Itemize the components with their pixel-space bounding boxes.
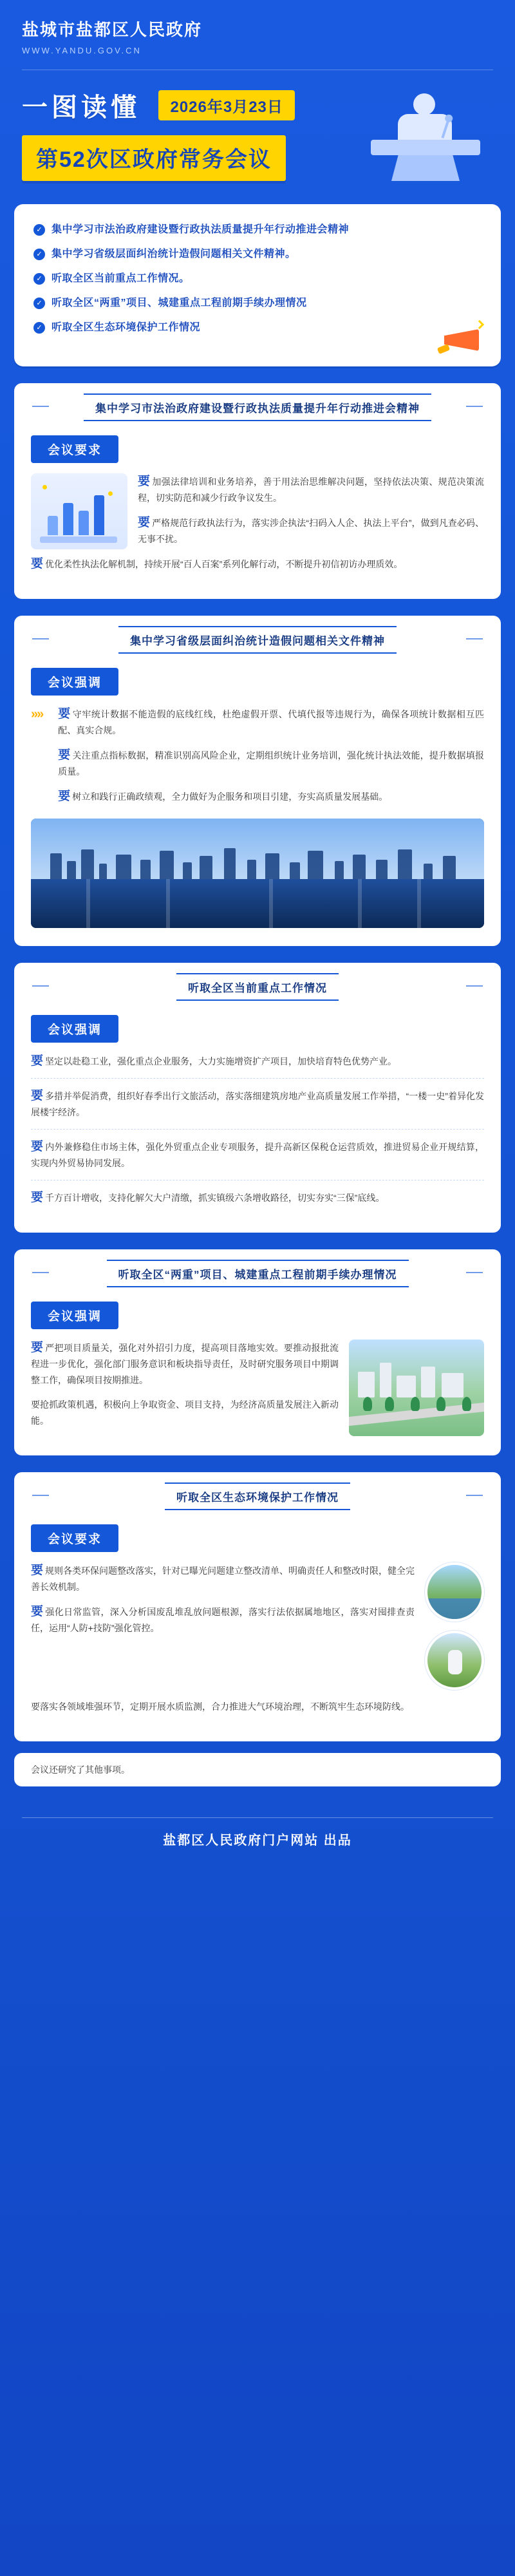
yao-marker: 要 [58, 707, 71, 721]
paragraph: 要 守牢统计数据不能造假的底线红线，杜绝虚假开票、代填代报等违规行为，确保各项统计数据相互匹配、真实合规。 [58, 707, 484, 735]
megaphone-icon [435, 320, 483, 355]
section-title: 集中学习市法治政府建设暨行政执法质量提升年行动推进会精神 [84, 393, 431, 421]
section-title-plaque [14, 383, 501, 428]
city-night-photo [31, 819, 484, 928]
section-title-plaque [14, 1249, 501, 1294]
section-title: 集中学习省级层面纠治统计造假问题相关文件精神 [118, 626, 397, 654]
footer-divider [22, 1817, 493, 1818]
summary-item-label: 集中学习省级层面纠治统计造假问题相关文件精神。 [52, 249, 296, 260]
section-tag: 会议强调 [31, 1015, 118, 1043]
summary-item-label: 听取全区生态环境保护工作情况 [52, 322, 201, 333]
section-body-4 [14, 1294, 501, 1455]
yao-marker: 要 [31, 557, 44, 571]
section-title-plaque [14, 963, 501, 1007]
paragraph: 要落实各领域堆强环节，定期开展水质监测，合力推进大气环境治理，不断筑牢生态环境防线。 [31, 1701, 409, 1712]
paragraph: 要 规则各类环保问题整改落实，针对已曝光问题建立整改清单、明确责任人和整改时限，健全完善长效机制。 [31, 1564, 415, 1592]
paragraph: 要 树立和践行正确政绩观，全力做好为企服务和项目引建，夯实高质量发展基础。 [58, 790, 388, 803]
plaque-dash-right [466, 1495, 483, 1496]
hero-banner [0, 70, 515, 193]
plaque-dash-left [32, 985, 49, 987]
triple-arrow-icon: »» [31, 707, 43, 721]
section-body-2 [14, 660, 501, 946]
paragraph: 要 强化日常监管，深入分析国废乱堆乱放问题根源，落实行法依据属地地区，落实对囤排查责任，运用“人防+技防”强化管控。 [31, 1605, 415, 1633]
yao-marker: 要 [31, 1341, 44, 1354]
summary-item-label: 听取全区当前重点工作情况。 [52, 273, 190, 284]
summary-item-label: 听取全区“两重”项目、城建重点工程前期手续办理情况 [52, 298, 307, 308]
eco-photo-group [425, 1562, 484, 1699]
paragraph: 要抢抓政策机遇，积极向上争取资金、项目支持，为经济高质量发展注入新动能。 [31, 1399, 339, 1426]
divider [31, 1078, 484, 1079]
plaque-dash-right [466, 406, 483, 407]
yao-marker: 要 [58, 790, 71, 803]
summary-card [14, 204, 501, 366]
section-title-plaque [14, 1472, 501, 1517]
section-title: 听取全区生态环境保护工作情况 [165, 1482, 350, 1510]
footer-text: 盐都区人民政府门户网站 出品 [163, 1833, 352, 1848]
check-circle-icon: ✓ [33, 322, 45, 334]
summary-item-label: 集中学习市法治政府建设暨行政执法质量提升年行动推进会精神 [52, 224, 350, 235]
closing-note: 会议还研究了其他事项。 [14, 1753, 501, 1786]
paragraph: 要 内外兼修稳住市场主体，强化外贸重点企业专项服务，提升高新区保税仓运营质效，推进贸易企业开规结算，实现内外贸易协同发展。 [31, 1140, 484, 1168]
gov-title: 盐城市盐都区人民政府 [22, 20, 203, 39]
yao-marker: 要 [138, 475, 151, 488]
hero-tu-label: 一图读懂 [22, 93, 140, 122]
poster-footer [0, 1806, 515, 1865]
check-circle-icon: ✓ [33, 224, 45, 236]
hero-date-badge: 2026年3月23日 [158, 90, 294, 120]
paragraph: 要 千方百计增收，支持化解欠大户清缴，抓实镇级六条增收路径，切实夯实“三保”底线。 [31, 1191, 385, 1204]
yao-marker: 要 [31, 1140, 44, 1153]
section-title: 听取全区当前重点工作情况 [176, 973, 339, 1001]
bar-chart-illustration [31, 473, 127, 549]
green-city-photo [349, 1340, 484, 1436]
section-body-3 [14, 1007, 501, 1233]
plaque-dash-left [32, 1272, 49, 1273]
yao-marker: 要 [31, 1089, 44, 1103]
plaque-dash-left [32, 638, 49, 639]
section-title: 听取全区“两重”项目、城建重点工程前期手续办理情况 [107, 1260, 409, 1287]
section-tag: 会议强调 [31, 668, 118, 696]
section-title-plaque [14, 616, 501, 660]
park-circle-photo [425, 1631, 484, 1690]
paragraph: 要 严格规范行政执法行为，落实涉企执法“扫码入人企、执法上平台”，做到凡查必码、无事不扰。 [138, 516, 484, 544]
yao-marker: 要 [31, 1564, 44, 1577]
plaque-dash-right [466, 638, 483, 639]
section-body-5 [14, 1517, 501, 1741]
yao-marker: 要 [138, 516, 151, 529]
paragraph: 要 多措并举促消费，组织好春季出行文旅活动，落实落细建筑房地产业高质量发展工作举措，“一楼一史”着异化发展楼宇经济。 [31, 1089, 484, 1117]
paragraph: 要 优化柔性执法化解机制，持续开展“百人百案”系列化解行动，不断提升初信初访办理质效。 [31, 557, 403, 571]
list-item [33, 222, 482, 238]
wetland-circle-photo [425, 1562, 484, 1622]
list-item [33, 320, 482, 336]
gov-url: WWW.YANDU.GOV.CN [22, 46, 142, 55]
section-tag: 会议要求 [31, 1524, 118, 1552]
hero-main-title: 第52次区政府常务会议 [22, 135, 286, 181]
list-item [33, 247, 482, 262]
yao-marker: 要 [31, 1605, 44, 1618]
paragraph: 要 关注重点指标数据，精准识别高风险企业，定期组织统计业务培训，强化统计执法效能，提升数据填报质量。 [58, 748, 484, 777]
check-circle-icon: ✓ [33, 249, 45, 260]
paragraph: 要 加强法律培训和业务培养，善于用法治思维解决问题，坚持依法决策、规范决策流程，切实防范和减少行政争议发生。 [138, 475, 484, 503]
gov-header [0, 0, 515, 59]
section-body-1 [14, 428, 501, 599]
section-tag: 会议要求 [31, 435, 118, 463]
yao-marker: 要 [31, 1191, 44, 1204]
plaque-dash-right [466, 1272, 483, 1273]
divider [31, 1129, 484, 1130]
check-circle-icon: ✓ [33, 298, 45, 309]
paragraph: 要 严把项目质量关，强化对外招引力度，提高项目落地实效。要推动报批流程进一步优化，强化部门服务意识和板块指导责任，及时研究服务项目中期调整工作，确保项目按期推进。 [31, 1341, 339, 1385]
check-circle-icon: ✓ [33, 273, 45, 285]
plaque-dash-left [32, 406, 49, 407]
yao-marker: 要 [58, 748, 71, 762]
plaque-dash-left [32, 1495, 49, 1496]
paragraph: 要 坚定以赴稳工业，强化重点企业服务，大力实施增资扩产项目，加快培育特色优势产业。 [31, 1054, 397, 1068]
plaque-dash-right [466, 985, 483, 987]
list-item [33, 296, 482, 311]
speaker-podium-icon [366, 92, 488, 182]
section-tag: 会议强调 [31, 1302, 118, 1329]
list-item [33, 271, 482, 287]
yao-marker: 要 [31, 1054, 44, 1068]
